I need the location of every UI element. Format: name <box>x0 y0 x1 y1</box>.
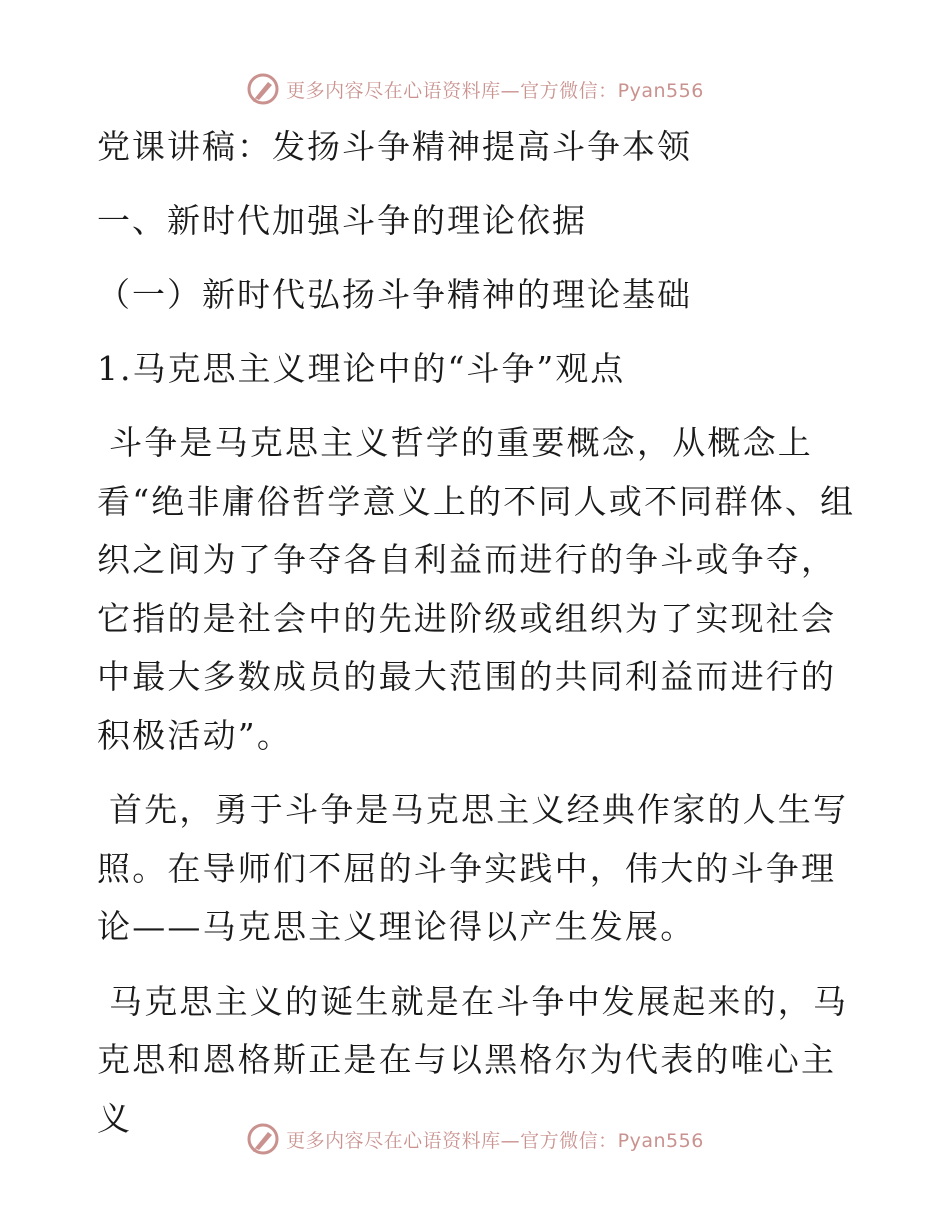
subsection-heading: （一）新时代弘扬斗争精神的理论基础 <box>97 275 692 314</box>
paragraph: 首先，勇于斗争是马克思主义经典作家的人生写照。在导师们不屈的斗争实践中，伟大的斗争理论——马克思主义理论得以产生发展。 <box>97 790 849 946</box>
point-heading: 1.马克思主义理论中的“斗争”观点 <box>97 349 626 388</box>
header-watermark <box>0 72 950 106</box>
pen-logo-icon <box>246 1122 280 1156</box>
section-heading: 一、新时代加强斗争的理论依据 <box>97 201 587 240</box>
document-title: 党课讲稿：发扬斗争精神提高斗争本领 <box>97 127 692 166</box>
watermark-text: 更多内容尽在心语资料库—官方微信：Pyan556 <box>286 79 704 102</box>
watermark-text: 更多内容尽在心语资料库—官方微信：Pyan556 <box>286 1129 704 1152</box>
paragraph: 斗争是马克思主义哲学的重要概念，从概念上看“绝非庸俗哲学意义上的不同人或不同群体、组织之间为了争夺各自利益而进行的争斗或争夺，它指的是社会中的先进阶级或组织为了实现社会中最大多数成员的最大范围的共同利益而进行的积极活动”。 <box>97 423 856 755</box>
document-body <box>97 118 857 1164</box>
footer-watermark <box>0 1122 950 1156</box>
pen-logo-icon <box>246 72 280 106</box>
paragraph: 马克思主义的诞生就是在斗争中发展起来的，马克思和恩格斯正是在与以黑格尔为代表的唯心主义 <box>97 981 849 1138</box>
